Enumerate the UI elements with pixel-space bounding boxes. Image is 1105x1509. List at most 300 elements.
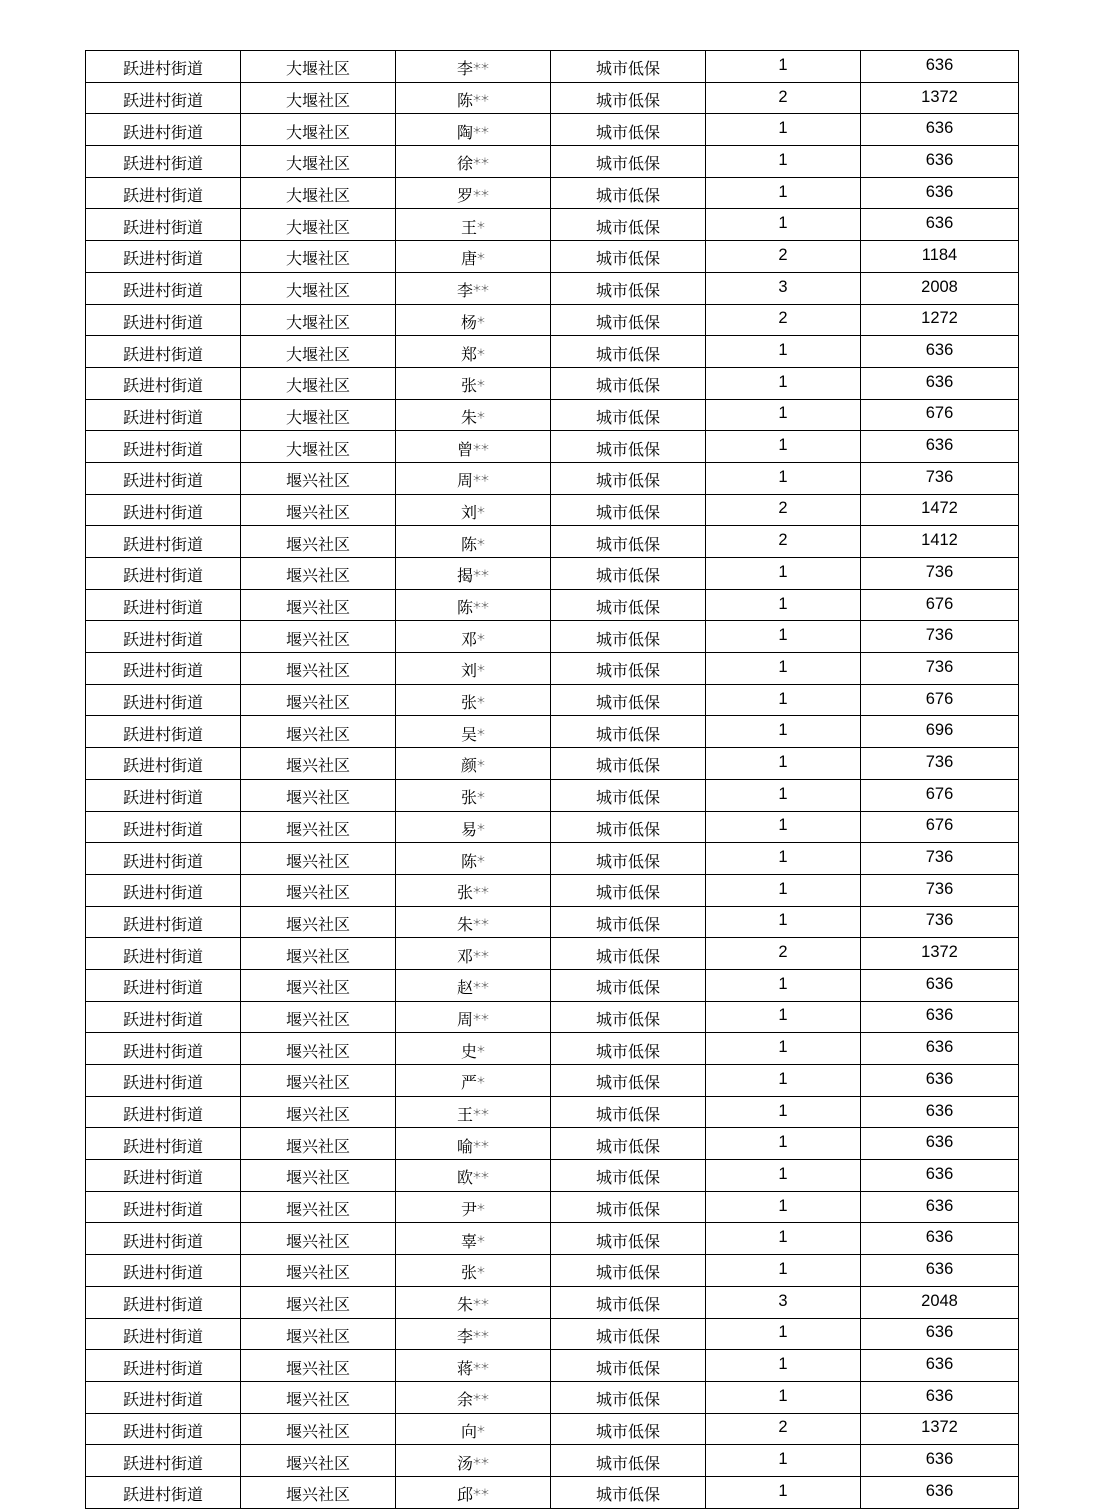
amount-cell: 636 (861, 367, 1019, 399)
street-cell: 跃进村街道 (86, 1065, 241, 1097)
name-cell: 王** (396, 1096, 551, 1128)
household-size-cell: 2 (706, 241, 861, 273)
category-cell: 城市低保 (551, 748, 706, 780)
community-cell: 大堰社区 (241, 431, 396, 463)
category-cell: 城市低保 (551, 146, 706, 178)
table-row (86, 114, 1019, 146)
table-row (86, 1476, 1019, 1508)
table-row (86, 399, 1019, 431)
amount-cell: 636 (861, 1160, 1019, 1192)
name-cell: 赵** (396, 969, 551, 1001)
table-row (86, 1381, 1019, 1413)
table-row (86, 1096, 1019, 1128)
category-cell: 城市低保 (551, 114, 706, 146)
table-row (86, 272, 1019, 304)
amount-cell: 1272 (861, 304, 1019, 336)
community-cell: 堰兴社区 (241, 558, 396, 590)
community-cell: 大堰社区 (241, 399, 396, 431)
street-cell: 跃进村街道 (86, 1255, 241, 1287)
category-cell: 城市低保 (551, 558, 706, 590)
street-cell: 跃进村街道 (86, 843, 241, 875)
category-cell: 城市低保 (551, 304, 706, 336)
name-cell: 唐* (396, 241, 551, 273)
name-cell: 史* (396, 1033, 551, 1065)
household-size-cell: 1 (706, 589, 861, 621)
table-row (86, 779, 1019, 811)
table-row (86, 906, 1019, 938)
community-cell: 堰兴社区 (241, 621, 396, 653)
amount-cell: 636 (861, 51, 1019, 83)
street-cell: 跃进村街道 (86, 177, 241, 209)
name-cell: 邓** (396, 938, 551, 970)
community-cell: 大堰社区 (241, 146, 396, 178)
category-cell: 城市低保 (551, 1350, 706, 1382)
category-cell: 城市低保 (551, 494, 706, 526)
community-cell: 堰兴社区 (241, 1445, 396, 1477)
street-cell: 跃进村街道 (86, 653, 241, 685)
table-row (86, 716, 1019, 748)
household-size-cell: 1 (706, 621, 861, 653)
table-row (86, 1160, 1019, 1192)
name-cell: 陈** (396, 589, 551, 621)
amount-cell: 2048 (861, 1286, 1019, 1318)
name-cell: 朱* (396, 399, 551, 431)
household-size-cell: 1 (706, 399, 861, 431)
street-cell: 跃进村街道 (86, 1128, 241, 1160)
amount-cell: 636 (861, 1350, 1019, 1382)
community-cell: 堰兴社区 (241, 969, 396, 1001)
table-row (86, 1286, 1019, 1318)
table-body (86, 51, 1019, 1509)
name-cell: 杨* (396, 304, 551, 336)
table-row (86, 1033, 1019, 1065)
amount-cell: 1472 (861, 494, 1019, 526)
amount-cell: 636 (861, 114, 1019, 146)
amount-cell: 636 (861, 1065, 1019, 1097)
amount-cell: 636 (861, 1381, 1019, 1413)
household-size-cell: 1 (706, 1033, 861, 1065)
category-cell: 城市低保 (551, 462, 706, 494)
amount-cell: 1372 (861, 938, 1019, 970)
amount-cell: 736 (861, 748, 1019, 780)
category-cell: 城市低保 (551, 621, 706, 653)
name-cell: 罗** (396, 177, 551, 209)
household-size-cell: 1 (706, 1160, 861, 1192)
street-cell: 跃进村街道 (86, 1286, 241, 1318)
household-size-cell: 2 (706, 82, 861, 114)
category-cell: 城市低保 (551, 1160, 706, 1192)
table-row (86, 1350, 1019, 1382)
amount-cell: 636 (861, 1128, 1019, 1160)
table-row (86, 1445, 1019, 1477)
community-cell: 堰兴社区 (241, 1191, 396, 1223)
name-cell: 李** (396, 1318, 551, 1350)
amount-cell: 736 (861, 621, 1019, 653)
amount-cell: 636 (861, 431, 1019, 463)
household-size-cell: 1 (706, 114, 861, 146)
name-cell: 陶** (396, 114, 551, 146)
community-cell: 堰兴社区 (241, 716, 396, 748)
street-cell: 跃进村街道 (86, 146, 241, 178)
category-cell: 城市低保 (551, 209, 706, 241)
street-cell: 跃进村街道 (86, 209, 241, 241)
street-cell: 跃进村街道 (86, 336, 241, 368)
household-size-cell: 1 (706, 716, 861, 748)
community-cell: 堰兴社区 (241, 1096, 396, 1128)
household-size-cell: 1 (706, 1128, 861, 1160)
category-cell: 城市低保 (551, 874, 706, 906)
table-row (86, 1318, 1019, 1350)
household-size-cell: 2 (706, 1413, 861, 1445)
table-row (86, 1065, 1019, 1097)
community-cell: 堰兴社区 (241, 1065, 396, 1097)
amount-cell: 736 (861, 653, 1019, 685)
community-cell: 堰兴社区 (241, 1160, 396, 1192)
street-cell: 跃进村街道 (86, 1381, 241, 1413)
street-cell: 跃进村街道 (86, 1001, 241, 1033)
community-cell: 大堰社区 (241, 51, 396, 83)
household-size-cell: 2 (706, 304, 861, 336)
household-size-cell: 1 (706, 1065, 861, 1097)
household-size-cell: 1 (706, 1255, 861, 1287)
household-size-cell: 3 (706, 1286, 861, 1318)
table-row (86, 367, 1019, 399)
name-cell: 颜* (396, 748, 551, 780)
community-cell: 堰兴社区 (241, 1001, 396, 1033)
amount-cell: 696 (861, 716, 1019, 748)
category-cell: 城市低保 (551, 1128, 706, 1160)
category-cell: 城市低保 (551, 716, 706, 748)
category-cell: 城市低保 (551, 843, 706, 875)
street-cell: 跃进村街道 (86, 874, 241, 906)
street-cell: 跃进村街道 (86, 1445, 241, 1477)
amount-cell: 2008 (861, 272, 1019, 304)
street-cell: 跃进村街道 (86, 399, 241, 431)
name-cell: 周** (396, 1001, 551, 1033)
street-cell: 跃进村街道 (86, 1413, 241, 1445)
name-cell: 欧** (396, 1160, 551, 1192)
category-cell: 城市低保 (551, 1191, 706, 1223)
household-size-cell: 1 (706, 1191, 861, 1223)
name-cell: 尹* (396, 1191, 551, 1223)
amount-cell: 676 (861, 589, 1019, 621)
category-cell: 城市低保 (551, 431, 706, 463)
table-row (86, 209, 1019, 241)
name-cell: 朱** (396, 1286, 551, 1318)
community-cell: 大堰社区 (241, 336, 396, 368)
amount-cell: 736 (861, 906, 1019, 938)
community-cell: 堰兴社区 (241, 1318, 396, 1350)
community-cell: 堰兴社区 (241, 906, 396, 938)
name-cell: 刘* (396, 653, 551, 685)
amount-cell: 1412 (861, 526, 1019, 558)
category-cell: 城市低保 (551, 241, 706, 273)
amount-cell: 636 (861, 1001, 1019, 1033)
amount-cell: 636 (861, 1476, 1019, 1508)
amount-cell: 636 (861, 177, 1019, 209)
street-cell: 跃进村街道 (86, 1096, 241, 1128)
household-size-cell: 1 (706, 1445, 861, 1477)
category-cell: 城市低保 (551, 969, 706, 1001)
community-cell: 堰兴社区 (241, 1286, 396, 1318)
table-row (86, 241, 1019, 273)
street-cell: 跃进村街道 (86, 82, 241, 114)
table-row (86, 526, 1019, 558)
street-cell: 跃进村街道 (86, 589, 241, 621)
name-cell: 邓* (396, 621, 551, 653)
street-cell: 跃进村街道 (86, 684, 241, 716)
table-row (86, 177, 1019, 209)
household-size-cell: 1 (706, 1223, 861, 1255)
street-cell: 跃进村街道 (86, 462, 241, 494)
community-cell: 堰兴社区 (241, 1255, 396, 1287)
table-row (86, 431, 1019, 463)
street-cell: 跃进村街道 (86, 114, 241, 146)
name-cell: 张* (396, 779, 551, 811)
table-row (86, 1223, 1019, 1255)
household-size-cell: 1 (706, 906, 861, 938)
name-cell: 蒋** (396, 1350, 551, 1382)
table-row (86, 304, 1019, 336)
name-cell: 余** (396, 1381, 551, 1413)
name-cell: 王* (396, 209, 551, 241)
household-size-cell: 1 (706, 748, 861, 780)
community-cell: 堰兴社区 (241, 748, 396, 780)
table-row (86, 146, 1019, 178)
category-cell: 城市低保 (551, 1318, 706, 1350)
street-cell: 跃进村街道 (86, 272, 241, 304)
table-row (86, 336, 1019, 368)
category-cell: 城市低保 (551, 272, 706, 304)
name-cell: 陈** (396, 82, 551, 114)
name-cell: 陈* (396, 843, 551, 875)
street-cell: 跃进村街道 (86, 779, 241, 811)
name-cell: 陈* (396, 526, 551, 558)
amount-cell: 636 (861, 1445, 1019, 1477)
street-cell: 跃进村街道 (86, 1160, 241, 1192)
table-row (86, 811, 1019, 843)
street-cell: 跃进村街道 (86, 716, 241, 748)
name-cell: 吴* (396, 716, 551, 748)
amount-cell: 636 (861, 1096, 1019, 1128)
street-cell: 跃进村街道 (86, 526, 241, 558)
community-cell: 大堰社区 (241, 272, 396, 304)
amount-cell: 676 (861, 811, 1019, 843)
name-cell: 易* (396, 811, 551, 843)
category-cell: 城市低保 (551, 51, 706, 83)
community-cell: 大堰社区 (241, 82, 396, 114)
community-cell: 大堰社区 (241, 367, 396, 399)
name-cell: 李** (396, 51, 551, 83)
table-row (86, 51, 1019, 83)
table-row (86, 684, 1019, 716)
household-size-cell: 1 (706, 558, 861, 590)
amount-cell: 636 (861, 1191, 1019, 1223)
table-row (86, 969, 1019, 1001)
street-cell: 跃进村街道 (86, 906, 241, 938)
table-row (86, 1001, 1019, 1033)
street-cell: 跃进村街道 (86, 1476, 241, 1508)
category-cell: 城市低保 (551, 336, 706, 368)
community-cell: 堰兴社区 (241, 526, 396, 558)
amount-cell: 736 (861, 874, 1019, 906)
street-cell: 跃进村街道 (86, 367, 241, 399)
household-size-cell: 1 (706, 1350, 861, 1382)
category-cell: 城市低保 (551, 1445, 706, 1477)
table-row (86, 843, 1019, 875)
street-cell: 跃进村街道 (86, 304, 241, 336)
category-cell: 城市低保 (551, 1223, 706, 1255)
category-cell: 城市低保 (551, 684, 706, 716)
table-row (86, 874, 1019, 906)
amount-cell: 736 (861, 558, 1019, 590)
household-size-cell: 3 (706, 272, 861, 304)
amount-cell: 1372 (861, 1413, 1019, 1445)
table-row (86, 653, 1019, 685)
household-size-cell: 1 (706, 1318, 861, 1350)
amount-cell: 636 (861, 1033, 1019, 1065)
street-cell: 跃进村街道 (86, 969, 241, 1001)
amount-cell: 676 (861, 399, 1019, 431)
amount-cell: 736 (861, 843, 1019, 875)
household-size-cell: 1 (706, 684, 861, 716)
household-size-cell: 1 (706, 146, 861, 178)
amount-cell: 1184 (861, 241, 1019, 273)
category-cell: 城市低保 (551, 367, 706, 399)
household-size-cell: 1 (706, 779, 861, 811)
category-cell: 城市低保 (551, 399, 706, 431)
name-cell: 李** (396, 272, 551, 304)
street-cell: 跃进村街道 (86, 494, 241, 526)
household-size-cell: 1 (706, 209, 861, 241)
name-cell: 揭** (396, 558, 551, 590)
amount-cell: 676 (861, 684, 1019, 716)
amount-cell: 736 (861, 462, 1019, 494)
category-cell: 城市低保 (551, 1286, 706, 1318)
amount-cell: 636 (861, 1255, 1019, 1287)
category-cell: 城市低保 (551, 779, 706, 811)
street-cell: 跃进村街道 (86, 431, 241, 463)
community-cell: 大堰社区 (241, 209, 396, 241)
category-cell: 城市低保 (551, 1381, 706, 1413)
table-row (86, 1128, 1019, 1160)
table-row (86, 494, 1019, 526)
community-cell: 堰兴社区 (241, 1413, 396, 1445)
community-cell: 大堰社区 (241, 241, 396, 273)
table-row (86, 938, 1019, 970)
category-cell: 城市低保 (551, 1096, 706, 1128)
community-cell: 堰兴社区 (241, 1033, 396, 1065)
category-cell: 城市低保 (551, 1065, 706, 1097)
household-size-cell: 1 (706, 51, 861, 83)
street-cell: 跃进村街道 (86, 1350, 241, 1382)
household-size-cell: 1 (706, 969, 861, 1001)
table-row (86, 558, 1019, 590)
household-size-cell: 1 (706, 811, 861, 843)
street-cell: 跃进村街道 (86, 621, 241, 653)
household-size-cell: 1 (706, 431, 861, 463)
name-cell: 严* (396, 1065, 551, 1097)
street-cell: 跃进村街道 (86, 1033, 241, 1065)
name-cell: 邱** (396, 1476, 551, 1508)
community-cell: 堰兴社区 (241, 938, 396, 970)
household-size-cell: 1 (706, 1001, 861, 1033)
community-cell: 堰兴社区 (241, 779, 396, 811)
community-cell: 堰兴社区 (241, 1350, 396, 1382)
street-cell: 跃进村街道 (86, 1318, 241, 1350)
household-size-cell: 1 (706, 462, 861, 494)
amount-cell: 636 (861, 1223, 1019, 1255)
name-cell: 周** (396, 462, 551, 494)
household-size-cell: 1 (706, 874, 861, 906)
community-cell: 堰兴社区 (241, 589, 396, 621)
category-cell: 城市低保 (551, 82, 706, 114)
name-cell: 张* (396, 1255, 551, 1287)
street-cell: 跃进村街道 (86, 241, 241, 273)
community-cell: 堰兴社区 (241, 1476, 396, 1508)
amount-cell: 636 (861, 146, 1019, 178)
household-size-cell: 1 (706, 367, 861, 399)
table-row (86, 748, 1019, 780)
amount-cell: 636 (861, 969, 1019, 1001)
name-cell: 徐** (396, 146, 551, 178)
household-size-cell: 2 (706, 526, 861, 558)
category-cell: 城市低保 (551, 938, 706, 970)
category-cell: 城市低保 (551, 526, 706, 558)
name-cell: 刘* (396, 494, 551, 526)
table-row (86, 462, 1019, 494)
table-row (86, 589, 1019, 621)
household-size-cell: 1 (706, 336, 861, 368)
amount-cell: 676 (861, 779, 1019, 811)
name-cell: 曾** (396, 431, 551, 463)
category-cell: 城市低保 (551, 589, 706, 621)
community-cell: 堰兴社区 (241, 1223, 396, 1255)
household-size-cell: 1 (706, 843, 861, 875)
name-cell: 张** (396, 874, 551, 906)
table-row (86, 1255, 1019, 1287)
category-cell: 城市低保 (551, 1033, 706, 1065)
amount-cell: 636 (861, 336, 1019, 368)
household-size-cell: 1 (706, 177, 861, 209)
community-cell: 堰兴社区 (241, 811, 396, 843)
community-cell: 堰兴社区 (241, 494, 396, 526)
name-cell: 郑* (396, 336, 551, 368)
community-cell: 大堰社区 (241, 114, 396, 146)
table-row (86, 82, 1019, 114)
category-cell: 城市低保 (551, 811, 706, 843)
amount-cell: 1372 (861, 82, 1019, 114)
household-size-cell: 1 (706, 1381, 861, 1413)
household-size-cell: 2 (706, 938, 861, 970)
household-size-cell: 2 (706, 494, 861, 526)
amount-cell: 636 (861, 1318, 1019, 1350)
street-cell: 跃进村街道 (86, 558, 241, 590)
assistance-table (85, 50, 1019, 1509)
document-page (85, 50, 1018, 1509)
table-row (86, 1191, 1019, 1223)
community-cell: 大堰社区 (241, 304, 396, 336)
amount-cell: 636 (861, 209, 1019, 241)
community-cell: 堰兴社区 (241, 843, 396, 875)
category-cell: 城市低保 (551, 1001, 706, 1033)
category-cell: 城市低保 (551, 177, 706, 209)
community-cell: 堰兴社区 (241, 684, 396, 716)
community-cell: 堰兴社区 (241, 1381, 396, 1413)
name-cell: 辜* (396, 1223, 551, 1255)
street-cell: 跃进村街道 (86, 51, 241, 83)
street-cell: 跃进村街道 (86, 1191, 241, 1223)
